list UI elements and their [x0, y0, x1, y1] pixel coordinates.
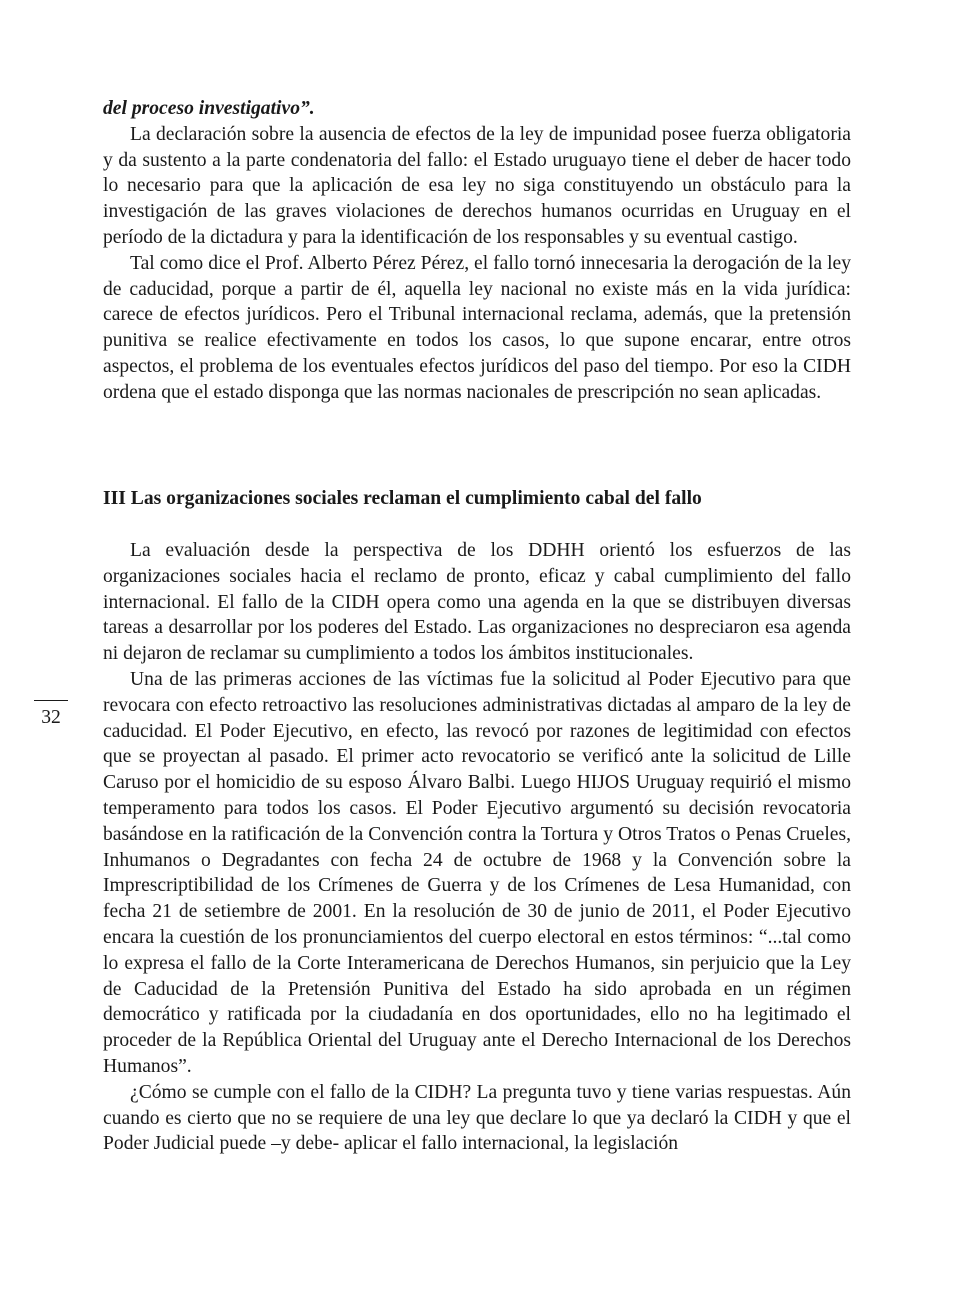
paragraph: ¿Cómo se cumple con el fallo de la CIDH? La pregunta tuvo y tiene varias respuestas. Aún cuando es cierto que no se requiere de una ley que declare lo que ya declaró la CIDH y que el Poder Judicial puede –y debe- aplicar el fallo internacional, la legislación [103, 1081, 851, 1155]
paragraph: La declaración sobre la ausencia de efectos de la ley de impunidad posee fuerza obligatoria y da sustento a la parte condenatoria del fallo: el Estado uruguayo tiene el deber de hacer todo lo necesario para que la aplicación de esa ley no siga constituyendo un obstáculo para la investigación de las graves violaciones de derechos humanos ocurridas en Uruguay en el período de la dictadura y para la identificación de los responsables y su eventual castigo. [103, 123, 851, 248]
section-heading: III Las organizaciones sociales reclaman el cumplimiento cabal del fallo [103, 488, 702, 509]
lead-fragment: del proceso investigativo”. [103, 98, 315, 119]
bottom-text-section [103, 538, 851, 1157]
paragraph: La evaluación desde la perspectiva de los DDHH orientó los esfuerzos de las organizaciones sociales hacia el reclamo de pronto, eficaz y cabal cumplimiento del fallo internacional. El fallo de la CIDH opera como una agenda en la que se distribuyen diversas tareas a desarrollar por los poderes del Estado. Las organizaciones no despreciaron esa agenda ni dejaron de reclamar su cumplimiento a todos los ámbitos institucionales. [103, 540, 851, 665]
top-text-section [103, 96, 851, 406]
paragraph: Tal como dice el Prof. Alberto Pérez Pérez, el fallo tornó innecesaria la derogación de la ley de caducidad, porque a partir de él, aquella ley nacional no existe más en la vida jurídica: carece de efectos jurídicos. Pero el Tribunal internacional reclama, además, que la pretensión punitiva se realice efectivamente en todos los casos, lo que supone encarar, entre otros aspectos, el problema de los eventuales efectos jurídicos del paso del tiempo. Por eso la CIDH ordena que el estado disponga que las normas nacionales de prescripción no sean aplicadas. [103, 252, 851, 403]
paragraph: Una de las primeras acciones de las víctimas fue la solicitud al Poder Ejecutivo para que revocara con efecto retroactivo las resoluciones administrativas dictadas al amparo de la ley de caducidad. El Poder Ejecutivo, en efecto, las revocó por razones de legitimidad con efectos que se proyectan al pasado. El primer acto revocatorio se verificó ante la solicitud de Lille Caruso por el homicidio de su esposo Álvaro Balbi. Luego HIJOS Uruguay requirió el mismo temperamento para todos los casos. El Poder Ejecutivo argumentó su decisión revocatoria basándose en la ratificación de la Convención contra la Tortura y Otros Tratos o Penas Crueles, Inhumanos o Degradantes con fecha 24 de octubre de 1968 y la Convención sobre la Imprescriptibilidad de los Crímenes de Guerra y de los Crímenes de Lesa Humanidad, con fecha 21 de setiembre de 2001. En la resolución de 30 de junio de 2011, el Poder Ejecutivo encara la cuestión de los pronunciamientos del cuerpo electoral en estos términos: “...tal como lo expresa el fallo de la Corte Interamericana de Derechos Humanos, sin perjuicio que la Ley de Caducidad de la Pretensión Punitiva del Estado ha sido aprobada en un régimen democrático y ratificada por la ciudadanía en dos oportunidades, ello no ha legitimado el proceder de la República Oriental del Uruguay ante el Derecho Internacional de los Derechos Humanos”. [103, 668, 851, 1077]
page-number: 32 [34, 700, 68, 729]
